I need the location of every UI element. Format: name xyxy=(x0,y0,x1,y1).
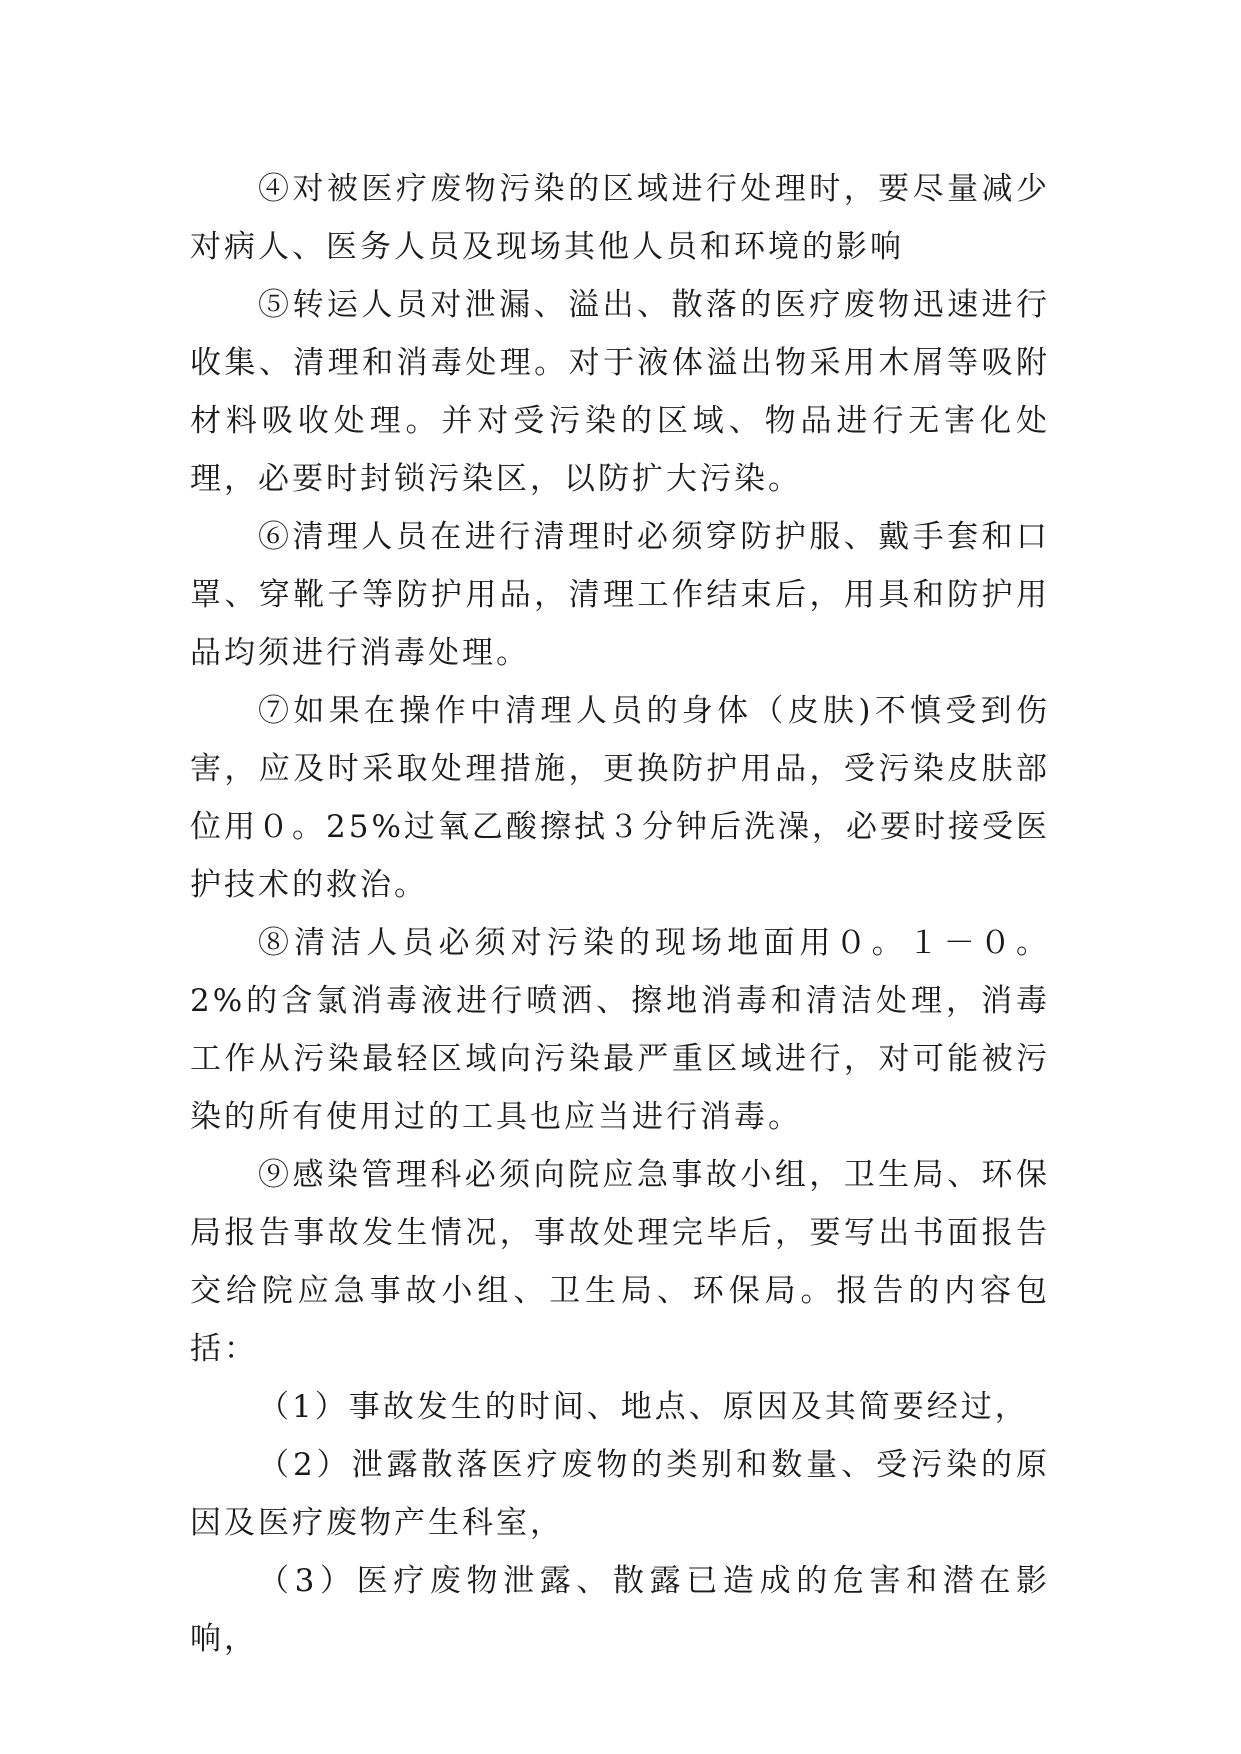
paragraph-5: ⑤转运人员对泄漏、溢出、散落的医疗废物迅速进行收集、清理和消毒处理。对于液体溢出物采用木屑等吸附材料吸收处理。并对受污染的区域、物品进行无害化处理，必要时封锁污染区，以防扩大污染。 xyxy=(190,287,1050,497)
report-item-2: （2）泄露散落医疗废物的类别和数量、受污染的原因及医疗废物产生科室， xyxy=(190,1447,1050,1541)
report-item-1: （1）事故发生的时间、地点、原因及其简要经过， xyxy=(258,1389,1029,1425)
paragraph-6: ⑥清理人员在进行清理时必须穿防护服、戴手套和口罩、穿靴子等防护用品，清理工作结束后，用具和防护用品均须进行消毒处理。 xyxy=(190,519,1050,671)
paragraph-4: ④对被医疗废物污染的区域进行处理时，要尽量减少对病人、医务人员及现场其他人员和环境的影响 xyxy=(190,171,1050,265)
paragraph-8: ⑧清洁人员必须对污染的现场地面用０。１－０。2%的含氯消毒液进行喷洒、擦地消毒和清洁处理，消毒工作从污染最轻区域向污染最严重区域进行，对可能被污染的所有使用过的工具也应当进行消毒。 xyxy=(190,925,1050,1135)
paragraph-7: ⑦如果在操作中清理人员的身体（皮肤)不慎受到伤害，应及时采取处理措施，更换防护用品，受污染皮肤部位用０。25%过氧乙酸擦拭３分钟后洗澡，必要时接受医护技术的救治。 xyxy=(190,693,1050,903)
document-body xyxy=(190,160,1050,1668)
report-item-3: （3）医疗废物泄露、散露已造成的危害和潜在影响， xyxy=(190,1563,1050,1657)
paragraph-9: ⑨感染管理科必须向院应急事故小组，卫生局、环保局报告事故发生情况，事故处理完毕后，要写出书面报告交给院应急事故小组、卫生局、环保局。报告的内容包括： xyxy=(190,1157,1050,1367)
